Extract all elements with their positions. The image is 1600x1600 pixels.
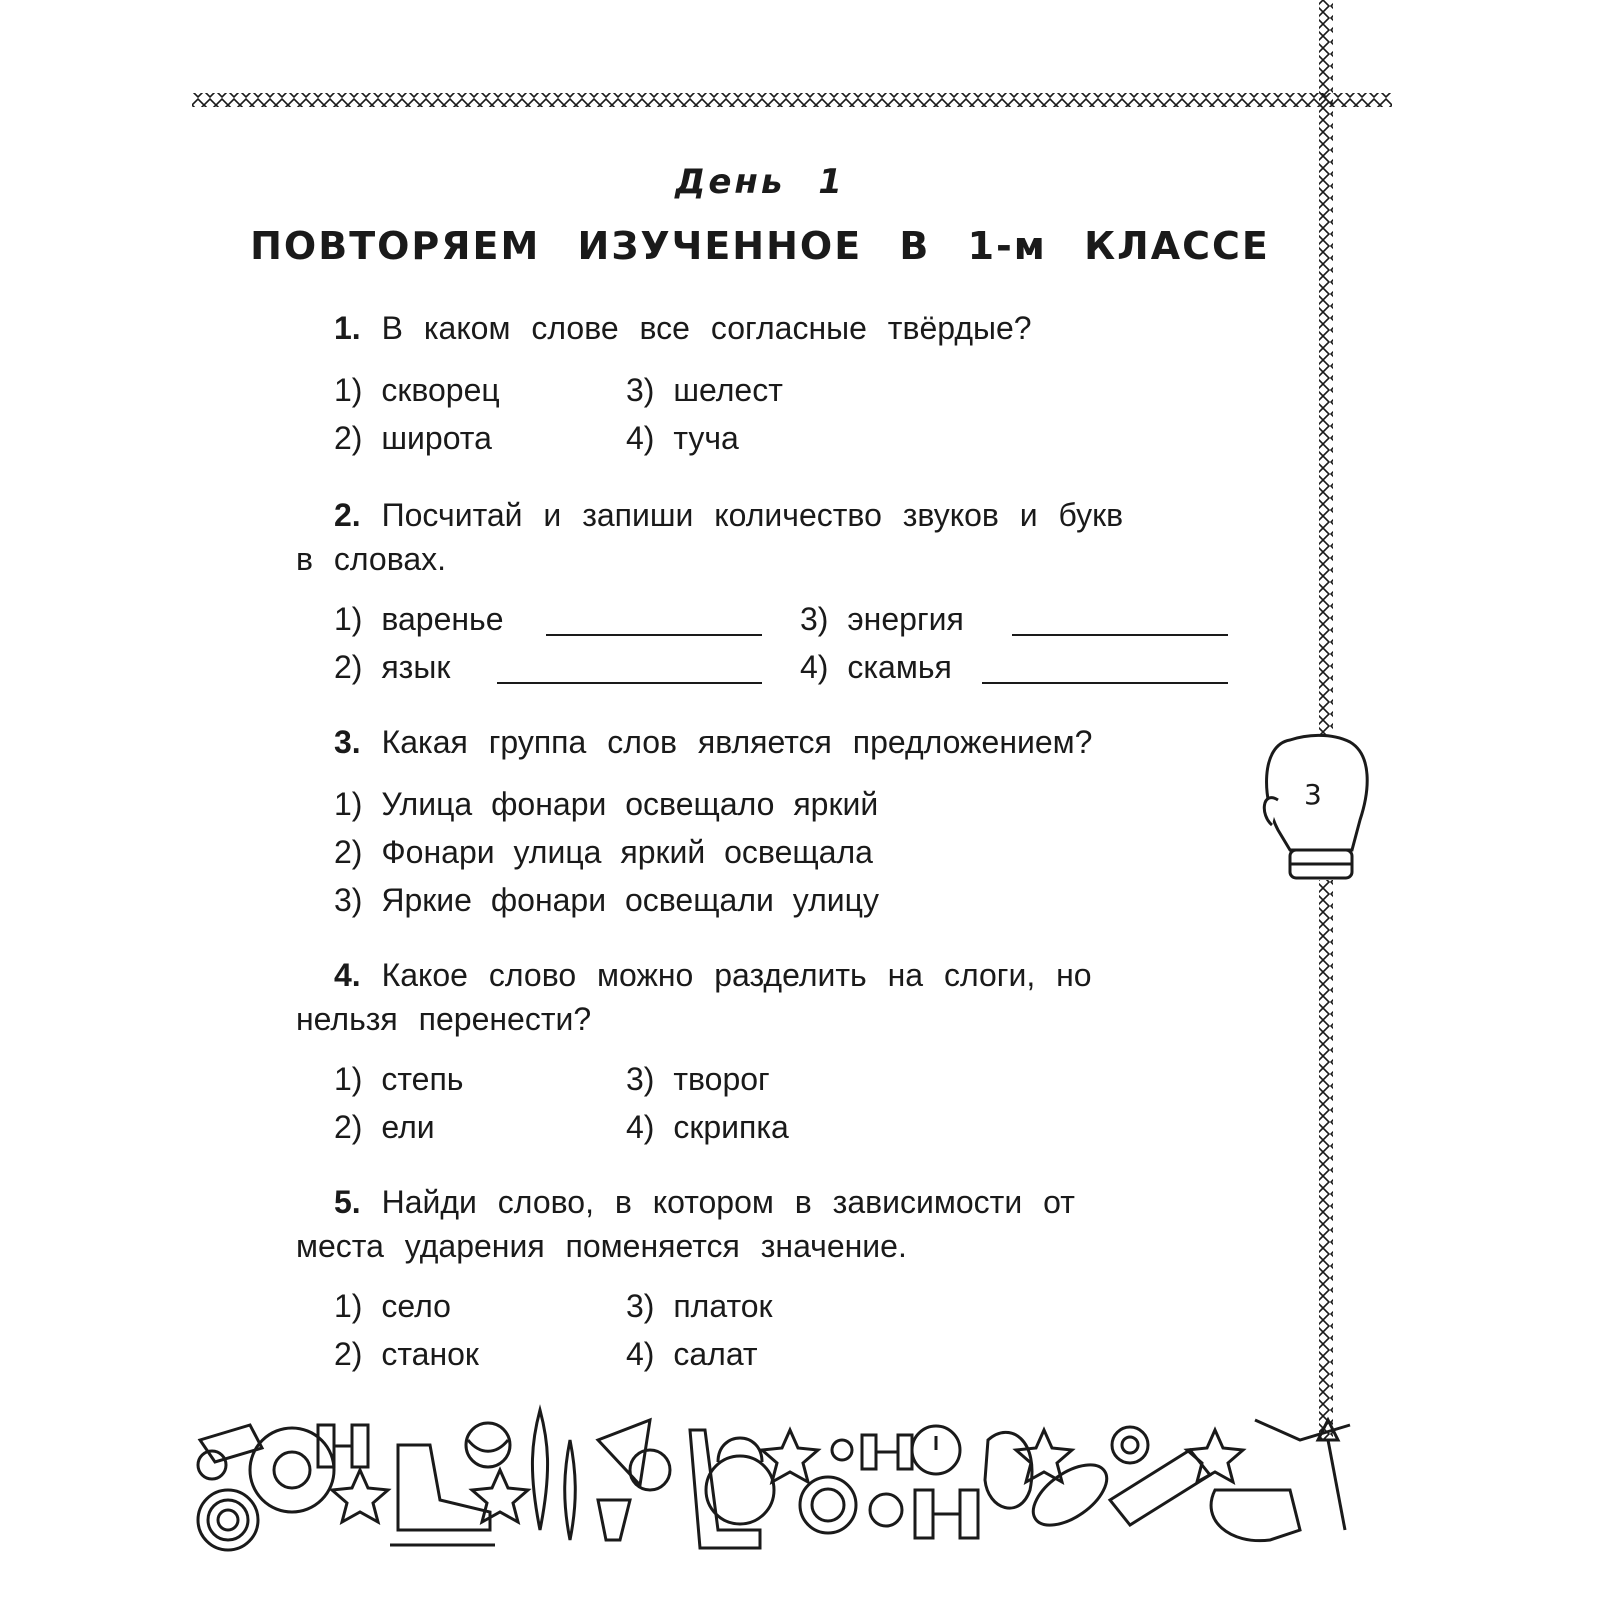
right-border-upper <box>1319 0 1333 740</box>
question-text: В каком слове все согласные твёрдые? <box>381 310 1032 346</box>
page-number: 3 <box>1304 778 1322 811</box>
question-text: Какое слово можно разделить на слоги, но <box>381 957 1092 993</box>
sports-doodle-strip <box>198 1410 1350 1550</box>
top-border <box>192 93 1392 107</box>
question-5 <box>296 1180 1236 1224</box>
option: 3) шелест <box>626 372 783 408</box>
option: 1) варенье <box>334 601 504 637</box>
question-number: 4. <box>334 957 361 993</box>
question-2 <box>296 493 1236 537</box>
question-text: Посчитай и запиши количество звуков и букв <box>381 497 1124 533</box>
question-number: 5. <box>334 1184 361 1220</box>
option: 2) станок <box>334 1336 479 1372</box>
option: 3) Яркие фонари освещали улицу <box>334 882 879 918</box>
question-number: 3. <box>334 724 361 760</box>
question-4 <box>296 953 1236 997</box>
question-5-line-2: места ударения поменяется значение. <box>296 1228 907 1264</box>
question-number: 2. <box>334 497 361 533</box>
option: 3) энергия <box>800 601 964 637</box>
answer-line[interactable] <box>546 634 762 636</box>
day-title: День 1 <box>675 162 845 202</box>
option: 1) скворец <box>334 372 500 408</box>
option: 2) язык <box>334 649 451 685</box>
option: 4) скрипка <box>626 1109 789 1145</box>
question-4-line-2: нельзя перенести? <box>296 1001 592 1037</box>
option: 2) ели <box>334 1109 435 1145</box>
option: 2) Фонари улица яркий освещала <box>334 834 873 870</box>
option: 2) широта <box>334 420 492 456</box>
answer-line[interactable] <box>497 682 762 684</box>
question-text: Найди слово, в котором в зависимости от <box>381 1184 1075 1220</box>
option: 3) платок <box>626 1288 773 1324</box>
option: 3) творог <box>626 1061 770 1097</box>
option: 4) скамья <box>800 649 952 685</box>
right-border-lower <box>1319 880 1333 1440</box>
question-text: Какая группа слов является предложением? <box>381 724 1093 760</box>
question-2-line-2: в словах. <box>296 541 447 577</box>
answer-line[interactable] <box>1012 634 1228 636</box>
section-title: ПОВТОРЯЕМ ИЗУЧЕННОЕ В 1-м КЛАССЕ <box>250 224 1270 268</box>
option: 1) Улица фонари освещало яркий <box>334 786 879 822</box>
option: 1) село <box>334 1288 451 1324</box>
option: 4) туча <box>626 420 739 456</box>
answer-line[interactable] <box>982 682 1228 684</box>
option: 4) салат <box>626 1336 758 1372</box>
question-1 <box>296 306 1236 350</box>
question-3 <box>296 720 1236 764</box>
option: 1) степь <box>334 1061 464 1097</box>
question-number: 1. <box>334 310 361 346</box>
